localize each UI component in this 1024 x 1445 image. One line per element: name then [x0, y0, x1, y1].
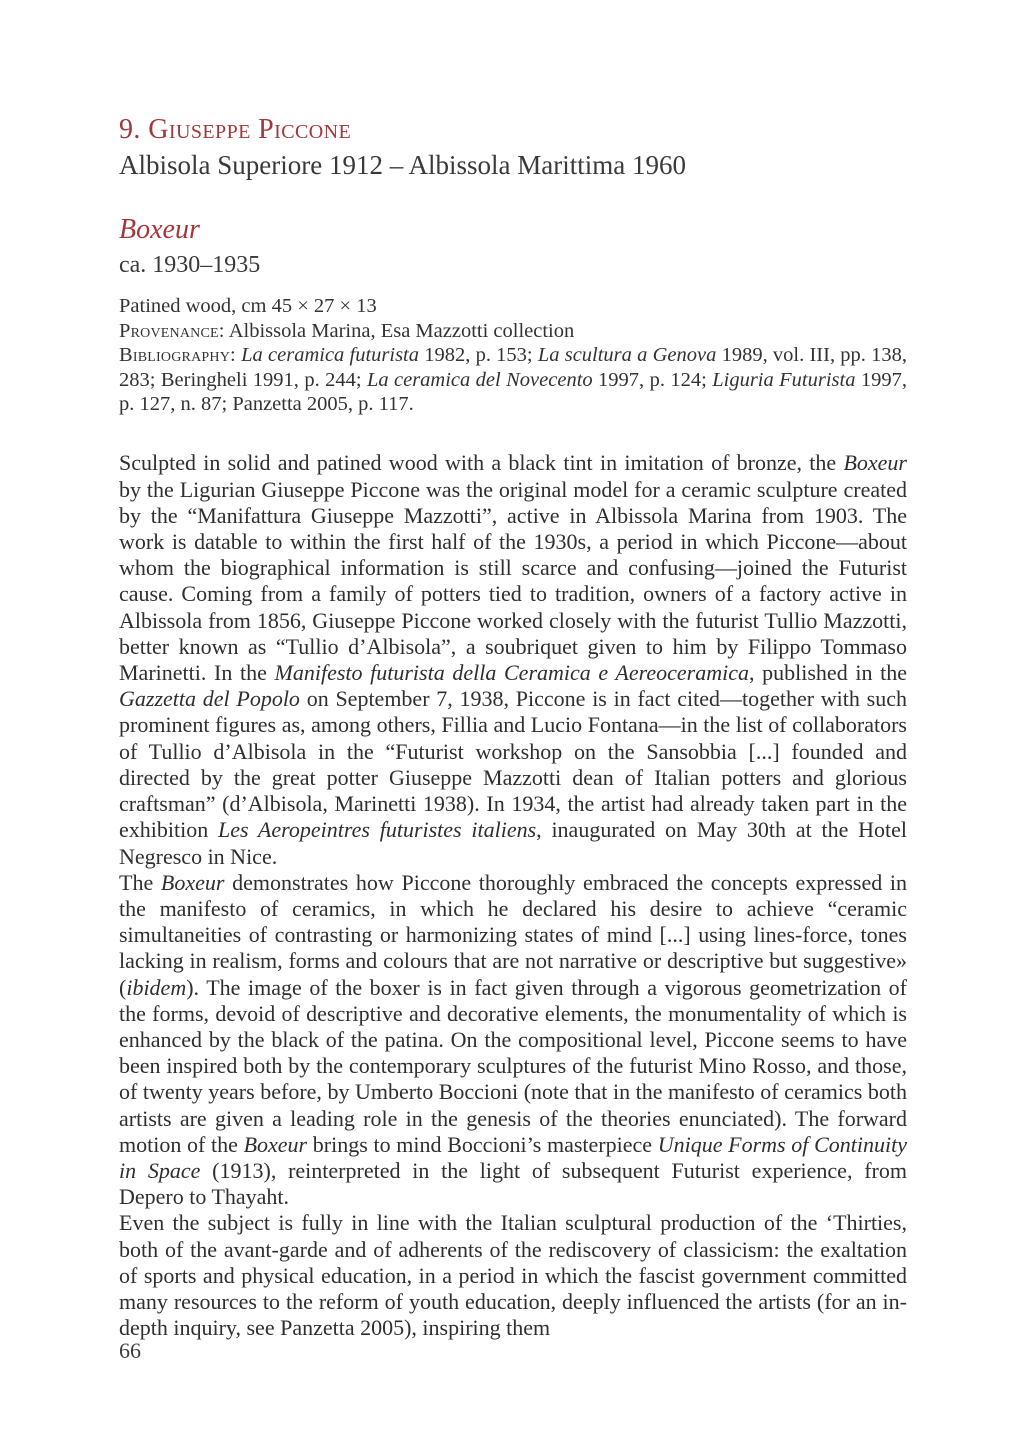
bibliography-label: Bibliography: — [119, 344, 236, 367]
essay-body — [119, 450, 907, 1341]
artist-heading: 9. Giuseppe Piccone — [119, 114, 352, 145]
essay-paragraph-3: Even the subject is fully in line with the Italian sculptural production of the ‘Thirties, both of the avant-garde and of adherents of the rediscovery of classicism: the exaltation of sports and physical education, in a period in which the fascist government committed many resources to the reform of youth education, deeply influenced the artists (for an in-depth inquiry, see Panzetta 2005), inspiring them — [119, 1210, 907, 1341]
medium-line: Patined wood, cm 45 × 27 × 13 — [119, 295, 377, 318]
essay-paragraph-2: The Boxeur demonstrates how Piccone thoroughly embraced the concepts expressed in the manifesto of ceramics, in which he declared his desire to achieve “ceramic simultaneities of contrasting or harmonizing states of mind [...] using lines-force, tones lacking in realism, forms and colours that are not narrative or descriptive but suggestive» (ibidem). The image of the boxer is in fact given through a vigorous geometrization of the forms, devoid of descriptive and decorative elements, the monumentality of which is enhanced by the black of the patina. On the compositional level, Piccone seems to have been inspired both by the contemporary sculptures of the futurist Mino Rosso, and those, of twenty years before, by Umberto Boccioni (note that in the manifesto of ceramics both artists are given a leading role in the genesis of the theories enunciated). The forward motion of the Boxeur brings to mind Boccioni’s masterpiece Unique Forms of Continuity in Space (1913), reinterpreted in the light of subsequent Futurist experience, from Depero to Thayaht. — [119, 869, 908, 1210]
entry-header — [119, 114, 907, 181]
work-date: ca. 1930–1935 — [119, 252, 261, 279]
provenance-label: Provenance: — [119, 319, 225, 342]
tombstone-block — [119, 294, 907, 416]
bibliography-line — [119, 343, 907, 416]
page-content — [119, 114, 907, 1341]
essay-paragraph-1: Sculpted in solid and patined wood with a black tint in imitation of bronze, the Boxeur by the Ligurian Giuseppe Piccone was the original model for a ceramic sculpture created by the “Manifattura Giuseppe Mazzotti”, active in Albissola Marina from 1903. The work is datable to within the first half of the 1930s, a period in which Piccone—about whom the biographical information is still scarce and confusing—joined the Futurist cause. Coming from a family of potters tied to tradition, owners of a factory active in Albissola from 1856, Giuseppe Piccone worked closely with the futurist Tullio Mazzotti, better known as “Tullio d’Albisola”, a soubriquet given to him by Filippo Tommaso Marinetti. In the Manifesto futurista della Ceramica e Aereoceramica, published in the Gazzetta del Popolo on September 7, 1938, Piccone is in fact cited—together with such prominent figures as, among others, Fillia and Lucio Fontana—in the list of collaborators of Tullio d’Albisola in the “Futurist workshop on the Sansobbia [...] founded and directed by the great potter Giuseppe Mazzotti dean of Italian potters and glorious craftsman” (d’Albisola, Marinetti 1938). In 1934, the artist had already taken part in the exhibition Les Aeropeintres futuristes italiens, inaugurated on May 30th at the Hotel Negresco in Nice. — [119, 450, 907, 869]
artist-dates: Albisola Superiore 1912 – Albissola Marittima 1960 — [119, 150, 686, 181]
provenance-value: Albissola Marina, Esa Mazzotti collection — [228, 319, 575, 342]
work-title: Boxeur — [119, 214, 200, 246]
page-number: 66 — [119, 1338, 141, 1363]
bibliography-value: La ceramica futurista 1982, p. 153; La scultura a Genova 1989, vol. III, pp. 138, 283; Beringheli 1991, p. 244; La ceramica del Novecento 1997, p. 124; Liguria Futurista 1997, p. 127, n. 87; Panzetta 2005, p. 117. — [119, 344, 907, 416]
work-caption — [119, 215, 907, 278]
provenance-line — [119, 319, 907, 343]
